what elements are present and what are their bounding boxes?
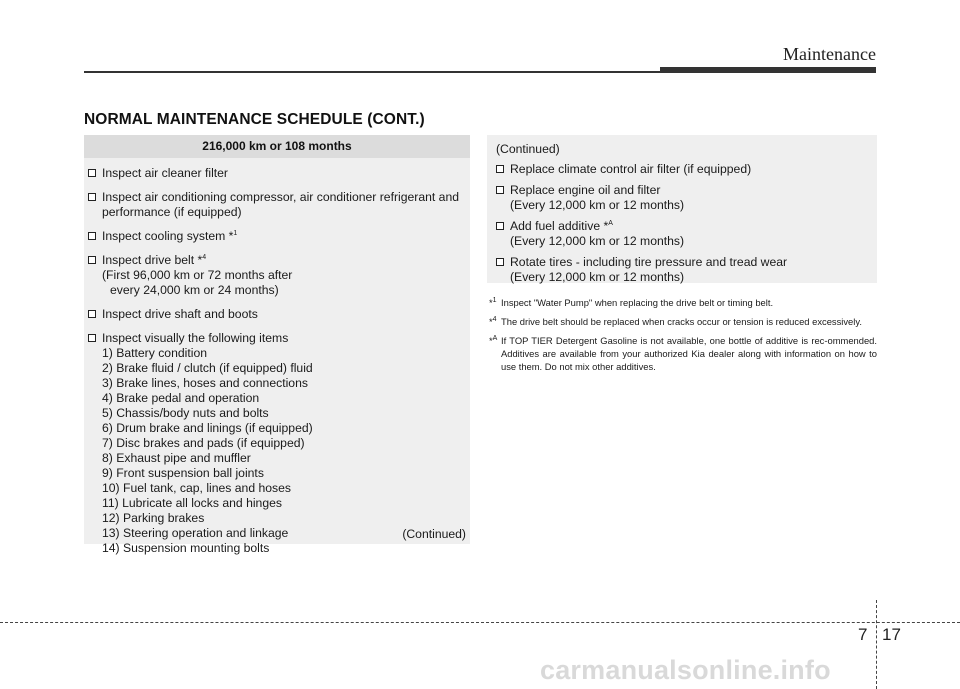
checklist-item: Inspect cooling system *$^1$ xyxy=(88,229,464,244)
checkbox-icon xyxy=(496,258,504,266)
inspection-point: 12) Parking brakes xyxy=(102,511,205,525)
checklist-item: Inspect drive shaft and boots xyxy=(88,307,464,322)
checkbox-icon xyxy=(88,334,96,342)
checkbox-icon xyxy=(88,232,96,240)
checkbox-icon xyxy=(88,256,96,264)
header-rule-accent xyxy=(660,67,876,73)
footnotes xyxy=(487,296,877,379)
footnote: *$^1$ Inspect "Water Pump" when replacing the drive belt or timing belt. xyxy=(489,296,774,308)
inspection-point: 8) Exhaust pipe and muffler xyxy=(102,451,251,465)
checkbox-icon xyxy=(496,165,504,173)
footnote-ref: 1 xyxy=(233,229,238,237)
footer-divider xyxy=(876,600,877,689)
section-heading: NORMAL MAINTENANCE SCHEDULE (CONT.) xyxy=(84,111,425,128)
inspection-point: 10) Fuel tank, cap, lines and hoses xyxy=(102,481,292,495)
page-header-title: Maintenance xyxy=(783,44,876,64)
inspection-point: 6) Drum brake and linings (if equipped) xyxy=(102,421,313,435)
inspection-point: 5) Chassis/body nuts and bolts xyxy=(102,406,269,420)
checklist-item: Inspect visually the following items 1) Battery condition 2) Brake fluid / clutch (if equipped) fluid 3) Brake lines, hoses and connections 4) Brake pedal and operation 5) Chassis/body nuts and bolts 6) Drum brake and linings (if equipped) 7) Disc brakes and pads (if equipped) 8) Exhaust pipe and muffler 9) Front suspension ball joints 10) Fuel tank, cap, lines and hoses 11) Lubricate all locks and hinges 12) Parking brakes 13) Steering operation and linkage 14) Suspension mounting bolts xyxy=(88,331,464,556)
footnote: *$^4$ The drive belt should be replaced when cracks occur or tension is reduced excessively. xyxy=(489,315,862,327)
inspection-point: 2) Brake fluid / clutch (if equipped) fluid xyxy=(102,361,313,375)
continued-label: (Continued) xyxy=(402,527,466,541)
page-number: 17 xyxy=(882,625,901,644)
inspection-point: 4) Brake pedal and operation xyxy=(102,391,260,405)
inspection-point: 11) Lubricate all locks and hinges xyxy=(102,496,282,510)
interval-band: 216,000 km or 108 months xyxy=(84,135,470,158)
inspection-point: 13) Steering operation and linkage xyxy=(102,526,289,540)
schedule-panel-left xyxy=(84,135,470,555)
continued-label: (Continued) xyxy=(496,142,560,156)
checkbox-icon xyxy=(88,193,96,201)
checklist-item: Replace engine oil and filter (Every 12,000 km or 12 months) xyxy=(496,183,871,213)
chapter-number: 7 xyxy=(858,625,868,644)
checkbox-icon xyxy=(88,310,96,318)
schedule-panel-right xyxy=(487,135,877,283)
checkbox-icon xyxy=(496,186,504,194)
checkbox-icon xyxy=(496,222,504,230)
inspection-point: 7) Disc brakes and pads (if equipped) xyxy=(102,436,305,450)
checklist-right xyxy=(487,162,877,285)
checklist-item: Inspect air conditioning compressor, air conditioner refrigerant and performance (if equipped) xyxy=(88,190,464,220)
header-rule xyxy=(84,71,660,73)
checkbox-icon xyxy=(88,169,96,177)
footnote-ref: A xyxy=(608,219,613,227)
inspection-point: 3) Brake lines, hoses and connections xyxy=(102,376,308,390)
checklist-item: Inspect air cleaner filter xyxy=(88,166,464,181)
checklist-item: Add fuel additive *$^A$ (Every 12,000 km or 12 months) xyxy=(496,219,871,249)
inspection-point: 1) Battery condition xyxy=(102,346,208,360)
inspection-point: 14) Suspension mounting bolts xyxy=(102,541,270,555)
footnote: *$^A$ If TOP TIER Detergent Gasoline is not available, one bottle of additive is rec-ommended. Additives are available from your authorized Kia dealer along with information on how to use them. Do not mix other additives. xyxy=(489,334,877,372)
checklist-item: Rotate tires - including tire pressure and tread wear (Every 12,000 km or 12 months) xyxy=(496,255,871,285)
footnote-ref: 4 xyxy=(202,253,207,261)
checklist-item: Inspect drive belt *$^4$ (First 96,000 km or 72 months after every 24,000 km or 24 months) xyxy=(88,253,464,298)
inspection-point: 9) Front suspension ball joints xyxy=(102,466,264,480)
checklist-left xyxy=(84,166,470,556)
checklist-item: Replace climate control air filter (if equipped) xyxy=(496,162,871,177)
footer-rule xyxy=(0,622,960,623)
watermark: carmanualsonline.info xyxy=(540,655,831,685)
